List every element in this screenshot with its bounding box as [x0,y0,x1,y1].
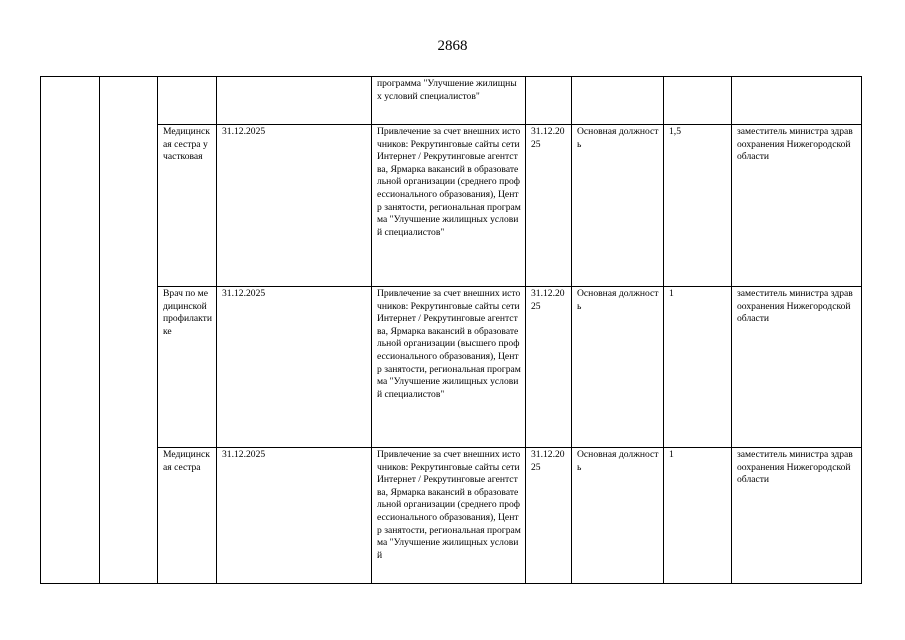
cell-source: Привлечение за счет внешних источников: Рекрутинговые сайты сети Интернет / Рекрутинговые агентства, Ярмарка вакансий в образовательной организации (высшего профессионального образования), Центр занятости, региональная программа "Улучшение жилищных условий специалистов" [372,287,526,448]
cell-source: Привлечение за счет внешних источников: Рекрутинговые сайты сети Интернет / Рекрутинговые агентства, Ярмарка вакансий в образовательной организации (среднего профессионального образования), Центр занятости, региональная программа "Улучшение жилищных условий специалистов" [372,125,526,287]
table-row-continuation [41,77,862,125]
cell-position-type: Основная должность [572,448,664,584]
cell-source: Привлечение за счет внешних источников: Рекрутинговые сайты сети Интернет / Рекрутинговые агентства, Ярмарка вакансий в образовательной организации (среднего профессионального образования), Центр занятости, региональная программа "Улучшение жилищных условий [372,448,526,584]
table-row [41,448,862,584]
cell-position [158,77,217,125]
cell-responsible: заместитель министра здравоохранения Нижегородской области [732,125,862,287]
cell-position-type: Основная должность [572,287,664,448]
cell-date: 31.12.2025 [217,448,372,584]
cell-quantity: 1 [664,287,732,448]
cell-quantity: 1,5 [664,125,732,287]
table-row [41,287,862,448]
cell-quantity [664,77,732,125]
table-row [41,125,862,287]
cell-date: 31.12.2025 [217,125,372,287]
page-number: 2868 [437,38,468,54]
cell-position: Медицинская сестра участковая [158,125,217,287]
cell-date [217,77,372,125]
cell-responsible: заместитель министра здравоохранения Нижегородской области [732,287,862,448]
cell-responsible: заместитель министра здравоохранения Нижегородской области [732,448,862,584]
cell-responsible [732,77,862,125]
cell-deadline: 31.12.2025 [526,448,572,584]
cell-position: Врач по медицинской профилактике [158,287,217,448]
cell-deadline: 31.12.2025 [526,287,572,448]
cell-position: Медицинская сестра [158,448,217,584]
cell-position-type: Основная должность [572,125,664,287]
merged-cell-col2 [100,77,158,584]
cell-deadline [526,77,572,125]
cell-date: 31.12.2025 [217,287,372,448]
cell-position-type [572,77,664,125]
cell-deadline: 31.12.2025 [526,125,572,287]
cell-source: программа "Улучшение жилищных условий специалистов" [372,77,526,125]
merged-cell-col1 [41,77,100,584]
cell-quantity: 1 [664,448,732,584]
measures-table [40,76,862,584]
